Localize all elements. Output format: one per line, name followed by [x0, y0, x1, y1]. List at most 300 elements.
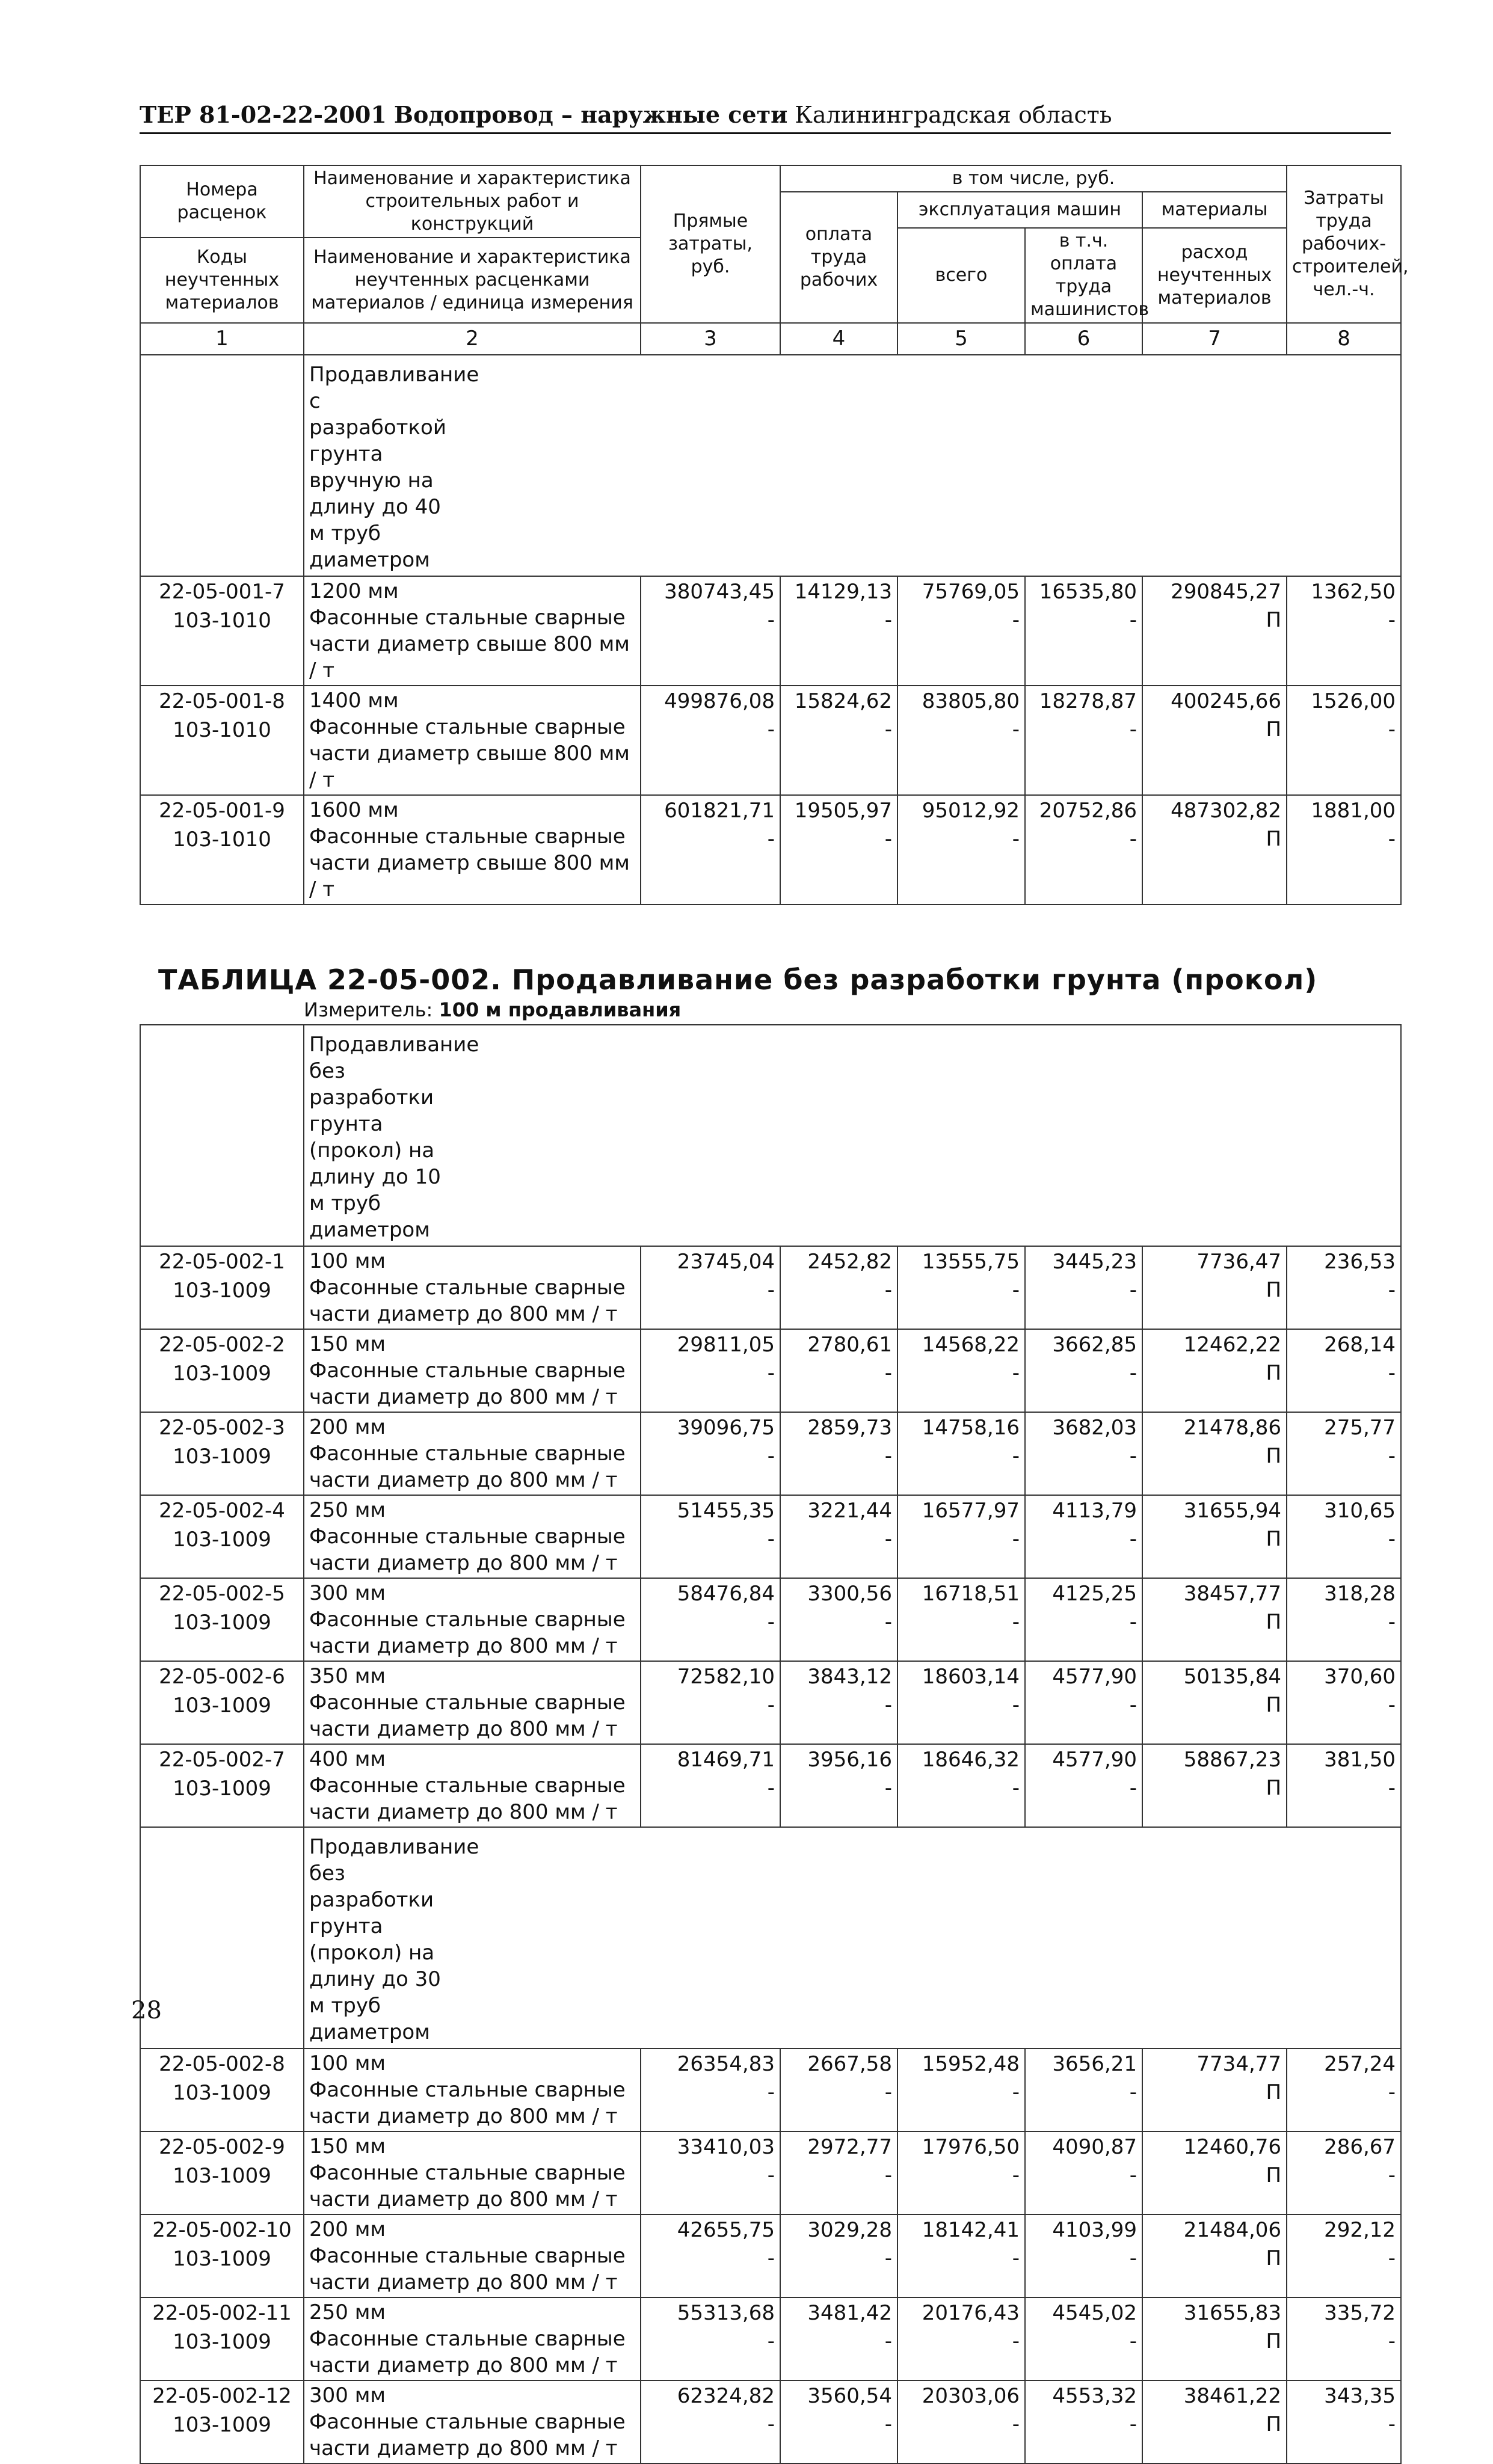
column-number-3: 3 [641, 323, 780, 355]
rate-name: 1600 мм [309, 798, 399, 822]
operator-wage-cell [1025, 795, 1142, 905]
rate-code: 22-05-002-11 [152, 2301, 292, 2325]
operator-wage-unaccounted: - [1129, 827, 1137, 851]
labor-hours-unaccounted: - [1388, 827, 1396, 851]
direct-cost-cell [641, 1246, 780, 1329]
table-row [140, 1495, 1401, 1578]
table-row [140, 576, 1401, 686]
material-cost-cell [1142, 2048, 1287, 2131]
material-cost: 7736,47 [1196, 1250, 1282, 1274]
rate-code-cell [140, 1578, 304, 1661]
column-number-row [140, 323, 1401, 355]
labor-hours-unaccounted: - [1388, 717, 1396, 742]
worker-wage: 2780,61 [807, 1333, 892, 1357]
material-cost: 12462,22 [1183, 1333, 1282, 1357]
labor-hours-unaccounted: - [1388, 2329, 1396, 2353]
direct-cost-cell [641, 1412, 780, 1495]
operator-wage: 4577,90 [1052, 1665, 1137, 1689]
rates-table [140, 165, 1409, 2464]
table-row [140, 1246, 1401, 1329]
machine-cost-cell [897, 1578, 1025, 1661]
direct-cost-cell [641, 795, 780, 905]
material-cost-cell [1142, 2214, 1287, 2297]
operator-wage-cell [1025, 1246, 1142, 1329]
direct-cost-cell [641, 2214, 780, 2297]
direct-cost: 33410,03 [677, 2135, 775, 2159]
material-cost: 487302,82 [1171, 799, 1282, 823]
labor-hours: 236,53 [1324, 1250, 1396, 1274]
rate-name-cell [304, 1744, 641, 1827]
direct-cost-unaccounted: - [767, 1444, 775, 1468]
machine-cost-unaccounted: - [1012, 1693, 1020, 1717]
labor-hours: 335,72 [1324, 2301, 1396, 2325]
labor-hours-unaccounted: - [1388, 1527, 1396, 1551]
material-cost-cell [1142, 1661, 1287, 1744]
table-row [140, 2131, 1401, 2214]
machine-cost: 18142,41 [922, 2218, 1020, 2242]
labor-hours: 310,65 [1324, 1499, 1396, 1523]
worker-wage-cell [780, 2048, 897, 2131]
material-code: 103-1009 [173, 2413, 271, 2437]
machine-cost-cell [897, 1246, 1025, 1329]
labor-hours: 286,67 [1324, 2135, 1396, 2159]
machine-cost: 16718,51 [922, 1582, 1020, 1606]
section-intro: Продавливание без разработки грунта (прокол) на длину до 30 м труб диаметром [304, 1827, 1401, 2048]
material-cost: 31655,94 [1183, 1499, 1282, 1523]
section-intro-row [140, 1827, 1401, 2048]
operator-wage-cell [1025, 1412, 1142, 1495]
table-row [140, 2214, 1401, 2297]
material-name: Фасонные стальные сварные части диаметр до 800 мм / т [309, 2327, 626, 2377]
worker-wage: 3843,12 [807, 1665, 892, 1689]
labor-hours-cell [1287, 2048, 1401, 2131]
rate-name: 350 мм [309, 1664, 386, 1688]
rate-code: 22-05-002-10 [152, 2218, 292, 2242]
rate-code: 22-05-001-8 [159, 689, 285, 713]
labor-hours: 370,60 [1324, 1665, 1396, 1689]
material-cost-unaccounted: П [1266, 1693, 1282, 1717]
direct-cost-cell [641, 2297, 780, 2380]
operator-wage-unaccounted: - [1129, 717, 1137, 742]
worker-wage-unaccounted: - [884, 2412, 892, 2436]
operator-wage-unaccounted: - [1129, 2080, 1137, 2104]
worker-wage-unaccounted: - [884, 2163, 892, 2187]
header-col-8: Затраты труда рабочих-строителей, чел.-ч. [1287, 165, 1401, 323]
material-cost-unaccounted: П [1266, 1610, 1282, 1634]
rate-code: 22-05-002-8 [159, 2052, 285, 2076]
direct-cost-cell [641, 1744, 780, 1827]
table-row [140, 1661, 1401, 1744]
material-name: Фасонные стальные сварные части диаметр до 800 мм / т [309, 2078, 626, 2128]
material-cost-unaccounted: П [1266, 1444, 1282, 1468]
measure-unit-label: Измеритель: [304, 998, 433, 1021]
material-code: 103-1009 [173, 1694, 271, 1718]
rate-code-cell [140, 1495, 304, 1578]
measure-unit-value: 100 м продавливания [439, 998, 682, 1021]
labor-hours-unaccounted: - [1388, 1776, 1396, 1800]
direct-cost-unaccounted: - [767, 827, 775, 851]
labor-hours-cell [1287, 2214, 1401, 2297]
material-cost-unaccounted: П [1266, 2329, 1282, 2353]
operator-wage: 3662,85 [1052, 1333, 1137, 1357]
machine-cost: 75769,05 [922, 580, 1020, 604]
rate-name-cell [304, 576, 641, 686]
labor-hours-cell [1287, 1578, 1401, 1661]
material-cost: 31655,83 [1183, 2301, 1282, 2325]
rates-table-body [140, 165, 1409, 2463]
operator-wage-unaccounted: - [1129, 1693, 1137, 1717]
labor-hours-cell [1287, 1661, 1401, 1744]
direct-cost-cell [641, 2131, 780, 2214]
labor-hours-cell [1287, 795, 1401, 905]
section-intro-empty [140, 1025, 304, 1246]
direct-cost-unaccounted: - [767, 2246, 775, 2270]
labor-hours-cell [1287, 686, 1401, 795]
direct-cost-cell [641, 1329, 780, 1412]
labor-hours-cell [1287, 2380, 1401, 2463]
material-code: 103-1009 [173, 1777, 271, 1801]
header-row-1 [140, 165, 1401, 192]
rate-code-cell [140, 1744, 304, 1827]
header-col-4: оплата труда рабочих [780, 192, 897, 323]
direct-cost-cell [641, 1578, 780, 1661]
worker-wage-unaccounted: - [884, 2329, 892, 2353]
operator-wage-unaccounted: - [1129, 2329, 1137, 2353]
machine-cost: 83805,80 [922, 689, 1020, 713]
header-col-3: Прямые затраты, руб. [641, 165, 780, 323]
direct-cost-cell [641, 2380, 780, 2463]
operator-wage-cell [1025, 1661, 1142, 1744]
direct-cost-unaccounted: - [767, 2163, 775, 2187]
material-cost-unaccounted: П [1266, 1361, 1282, 1385]
table-row [140, 1578, 1401, 1661]
material-cost-cell [1142, 795, 1287, 905]
labor-hours-cell [1287, 1744, 1401, 1827]
worker-wage-unaccounted: - [884, 1776, 892, 1800]
material-cost: 290845,27 [1171, 580, 1282, 604]
worker-wage-cell [780, 1744, 897, 1827]
rate-name: 400 мм [309, 1747, 386, 1771]
machine-cost-cell [897, 2048, 1025, 2131]
operator-wage-cell [1025, 1329, 1142, 1412]
worker-wage-cell [780, 2380, 897, 2463]
header-materials: материалы [1142, 192, 1287, 228]
machine-cost-unaccounted: - [1012, 1361, 1020, 1385]
machine-cost-cell [897, 1495, 1025, 1578]
rate-code-cell [140, 1661, 304, 1744]
rate-name: 1200 мм [309, 579, 399, 603]
machine-cost: 18646,32 [922, 1748, 1020, 1772]
worker-wage: 3221,44 [807, 1499, 892, 1523]
labor-hours-cell [1287, 2297, 1401, 2380]
worker-wage: 3029,28 [807, 2218, 892, 2242]
worker-wage-unaccounted: - [884, 1361, 892, 1385]
worker-wage-unaccounted: - [884, 2246, 892, 2270]
worker-wage-cell [780, 576, 897, 686]
material-code: 103-1009 [173, 1528, 271, 1552]
labor-hours-unaccounted: - [1388, 2412, 1396, 2436]
operator-wage-cell [1025, 1578, 1142, 1661]
document-section: Водопровод – наружные сети [393, 101, 788, 128]
worker-wage-cell [780, 2131, 897, 2214]
operator-wage-unaccounted: - [1129, 2412, 1137, 2436]
labor-hours-cell [1287, 1329, 1401, 1412]
machine-cost: 18603,14 [922, 1665, 1020, 1689]
material-cost: 21478,86 [1183, 1416, 1282, 1440]
material-name: Фасонные стальные сварные части диаметр до 800 мм / т [309, 1608, 626, 1658]
machine-cost-unaccounted: - [1012, 2412, 1020, 2436]
operator-wage-cell [1025, 2214, 1142, 2297]
operator-wage: 16535,80 [1039, 580, 1137, 604]
table-title: ТАБЛИЦА 22-05-002. Продавливание без разработки грунта (прокол) [158, 963, 1318, 996]
direct-cost: 601821,71 [664, 799, 775, 823]
worker-wage: 2859,73 [807, 1416, 892, 1440]
machine-cost-cell [897, 2297, 1025, 2380]
direct-cost: 55313,68 [677, 2301, 775, 2325]
direct-cost-unaccounted: - [767, 608, 775, 632]
operator-wage: 18278,87 [1039, 689, 1137, 713]
header-col-1-bottom: Коды неучтенных материалов [140, 238, 304, 323]
machine-cost: 20303,06 [922, 2384, 1020, 2408]
material-code: 103-1009 [173, 1362, 271, 1386]
worker-wage-unaccounted: - [884, 1444, 892, 1468]
rate-name-cell [304, 1578, 641, 1661]
rate-code: 22-05-002-9 [159, 2135, 285, 2159]
material-cost-cell [1142, 1246, 1287, 1329]
material-cost-cell [1142, 1329, 1287, 1412]
operator-wage-unaccounted: - [1129, 1361, 1137, 1385]
material-cost-cell [1142, 686, 1287, 795]
material-name: Фасонные стальные сварные части диаметр до 800 мм / т [309, 1442, 626, 1492]
labor-hours-cell [1287, 1246, 1401, 1329]
page-header [140, 101, 1391, 134]
material-cost-cell [1142, 1578, 1287, 1661]
section-intro-row [140, 1025, 1401, 1246]
labor-hours: 268,14 [1324, 1333, 1396, 1357]
header-including: в том числе, руб. [780, 165, 1287, 192]
rate-name-cell [304, 686, 641, 795]
machine-cost: 20176,43 [922, 2301, 1020, 2325]
material-name: Фасонные стальные сварные части диаметр до 800 мм / т [309, 1359, 626, 1409]
material-name: Фасонные стальные сварные части диаметр до 800 мм / т [309, 1276, 626, 1326]
machine-cost-unaccounted: - [1012, 2246, 1020, 2270]
operator-wage-unaccounted: - [1129, 2163, 1137, 2187]
labor-hours-cell [1287, 2131, 1401, 2214]
rate-name: 250 мм [309, 2300, 386, 2324]
measure-unit [140, 998, 1401, 1024]
rate-code: 22-05-002-12 [152, 2384, 292, 2408]
labor-hours: 1362,50 [1311, 580, 1396, 604]
material-code: 103-1009 [173, 2330, 271, 2354]
rate-code: 22-05-002-3 [159, 1416, 285, 1440]
material-cost-unaccounted: П [1266, 2412, 1282, 2436]
labor-hours-cell [1287, 576, 1401, 686]
header-col-2-top: Наименование и характеристика строительных работ и конструкций [304, 165, 641, 238]
rate-name-cell [304, 1412, 641, 1495]
material-code: 103-1009 [173, 1445, 271, 1469]
machine-cost-unaccounted: - [1012, 2163, 1020, 2187]
direct-cost-cell [641, 686, 780, 795]
direct-cost: 51455,35 [677, 1499, 775, 1523]
rate-code-cell [140, 2131, 304, 2214]
direct-cost-unaccounted: - [767, 2412, 775, 2436]
rate-code-cell [140, 2214, 304, 2297]
labor-hours: 318,28 [1324, 1582, 1396, 1606]
labor-hours: 343,35 [1324, 2384, 1396, 2408]
machine-cost-unaccounted: - [1012, 1527, 1020, 1551]
worker-wage-cell [780, 686, 897, 795]
operator-wage-unaccounted: - [1129, 1776, 1137, 1800]
direct-cost: 29811,05 [677, 1333, 775, 1357]
material-cost-unaccounted: П [1266, 2163, 1282, 2187]
rate-code-cell [140, 795, 304, 905]
section-intro-empty [140, 1827, 304, 2048]
worker-wage-unaccounted: - [884, 827, 892, 851]
rate-name-cell [304, 1495, 641, 1578]
rate-code-cell [140, 576, 304, 686]
table-row [140, 2297, 1401, 2380]
material-name: Фасонные стальные сварные части диаметр свыше 800 мм / т [309, 606, 630, 683]
machine-cost-cell [897, 1329, 1025, 1412]
table-row [140, 1412, 1401, 1495]
material-cost: 21484,06 [1183, 2218, 1282, 2242]
rate-name: 300 мм [309, 1581, 386, 1605]
rate-code: 22-05-002-6 [159, 1665, 285, 1689]
material-name: Фасонные стальные сварные части диаметр свыше 800 мм / т [309, 825, 630, 902]
machine-cost-cell [897, 1412, 1025, 1495]
machine-cost: 13555,75 [922, 1250, 1020, 1274]
operator-wage-unaccounted: - [1129, 2246, 1137, 2270]
section-intro-row [140, 355, 1401, 576]
rate-name-cell [304, 795, 641, 905]
direct-cost-unaccounted: - [767, 1361, 775, 1385]
material-code: 103-1009 [173, 1611, 271, 1635]
direct-cost-unaccounted: - [767, 2080, 775, 2104]
machine-cost-unaccounted: - [1012, 827, 1020, 851]
table-title-row [140, 905, 1401, 1025]
table-row [140, 795, 1401, 905]
labor-hours: 292,12 [1324, 2218, 1396, 2242]
table-row [140, 686, 1401, 795]
rate-name: 200 мм [309, 2217, 386, 2241]
material-cost-cell [1142, 2131, 1287, 2214]
table-title-cell [140, 905, 1401, 1025]
operator-wage: 3682,03 [1052, 1416, 1137, 1440]
direct-cost: 499876,08 [664, 689, 775, 713]
machine-cost-unaccounted: - [1012, 608, 1020, 632]
labor-hours: 275,77 [1324, 1416, 1396, 1440]
machine-cost-unaccounted: - [1012, 1444, 1020, 1468]
labor-hours-unaccounted: - [1388, 2163, 1396, 2187]
column-number-1: 1 [140, 323, 304, 355]
material-cost-unaccounted: П [1266, 717, 1282, 742]
worker-wage-unaccounted: - [884, 1527, 892, 1551]
operator-wage-unaccounted: - [1129, 1278, 1137, 1302]
section-intro: Продавливание без разработки грунта (прокол) на длину до 10 м труб диаметром [304, 1025, 1401, 1246]
worker-wage-cell [780, 1246, 897, 1329]
operator-wage: 4090,87 [1052, 2135, 1137, 2159]
operator-wage-cell [1025, 686, 1142, 795]
direct-cost-cell [641, 1495, 780, 1578]
rate-name-cell [304, 2131, 641, 2214]
machine-cost-cell [897, 576, 1025, 686]
rate-code: 22-05-001-9 [159, 799, 285, 823]
labor-hours-unaccounted: - [1388, 2080, 1396, 2104]
table-row [140, 1329, 1401, 1412]
material-cost: 7734,77 [1196, 2052, 1282, 2076]
worker-wage-unaccounted: - [884, 1278, 892, 1302]
material-cost: 38461,22 [1183, 2384, 1282, 2408]
material-cost: 50135,84 [1183, 1665, 1282, 1689]
section-intro: Продавливание с разработкой грунта вручную на длину до 40 м труб диаметром [304, 355, 1401, 576]
labor-hours-cell [1287, 1412, 1401, 1495]
material-cost: 400245,66 [1171, 689, 1282, 713]
direct-cost: 72582,10 [677, 1665, 775, 1689]
column-number-5: 5 [897, 323, 1025, 355]
material-name: Фасонные стальные сварные части диаметр до 800 мм / т [309, 1774, 626, 1824]
machine-cost: 17976,50 [922, 2135, 1020, 2159]
machine-cost-cell [897, 2380, 1025, 2463]
rate-name: 150 мм [309, 2134, 386, 2158]
rate-name-cell [304, 1246, 641, 1329]
direct-cost-unaccounted: - [767, 1527, 775, 1551]
labor-hours-unaccounted: - [1388, 1693, 1396, 1717]
labor-hours: 1526,00 [1311, 689, 1396, 713]
table-row [140, 2048, 1401, 2131]
machine-cost-cell [897, 2214, 1025, 2297]
material-code: 103-1010 [173, 718, 271, 742]
rate-name-cell [304, 1661, 641, 1744]
material-code: 103-1010 [173, 609, 271, 633]
operator-wage: 4125,25 [1052, 1582, 1137, 1606]
operator-wage-cell [1025, 2048, 1142, 2131]
rate-name: 100 мм [309, 2051, 386, 2075]
operator-wage: 3656,21 [1052, 2052, 1137, 2076]
direct-cost-unaccounted: - [767, 2329, 775, 2353]
rate-code-cell [140, 686, 304, 795]
labor-hours-unaccounted: - [1388, 1361, 1396, 1385]
material-cost-unaccounted: П [1266, 2246, 1282, 2270]
material-name: Фасонные стальные сварные части диаметр до 800 мм / т [309, 1525, 626, 1575]
direct-cost: 39096,75 [677, 1416, 775, 1440]
rate-code-cell [140, 1412, 304, 1495]
material-code: 103-1009 [173, 2247, 271, 2271]
table-row [140, 1744, 1401, 1827]
machine-cost-unaccounted: - [1012, 717, 1020, 742]
material-cost-cell [1142, 576, 1287, 686]
section-intro-empty [140, 355, 304, 576]
rate-name: 150 мм [309, 1332, 386, 1356]
worker-wage: 2452,82 [807, 1250, 892, 1274]
worker-wage-cell [780, 1578, 897, 1661]
worker-wage-cell [780, 1329, 897, 1412]
worker-wage-unaccounted: - [884, 608, 892, 632]
machine-cost-unaccounted: - [1012, 1610, 1020, 1634]
direct-cost-unaccounted: - [767, 717, 775, 742]
machine-cost: 16577,97 [922, 1499, 1020, 1523]
labor-hours-unaccounted: - [1388, 1610, 1396, 1634]
rate-name-cell [304, 2297, 641, 2380]
machine-cost-cell [897, 2131, 1025, 2214]
labor-hours: 1881,00 [1311, 799, 1396, 823]
material-code: 103-1010 [173, 828, 271, 852]
operator-wage: 4103,99 [1052, 2218, 1137, 2242]
rate-name-cell [304, 2048, 641, 2131]
worker-wage-cell [780, 2297, 897, 2380]
machine-cost-cell [897, 1661, 1025, 1744]
worker-wage-cell [780, 795, 897, 905]
machine-cost: 95012,92 [922, 799, 1020, 823]
